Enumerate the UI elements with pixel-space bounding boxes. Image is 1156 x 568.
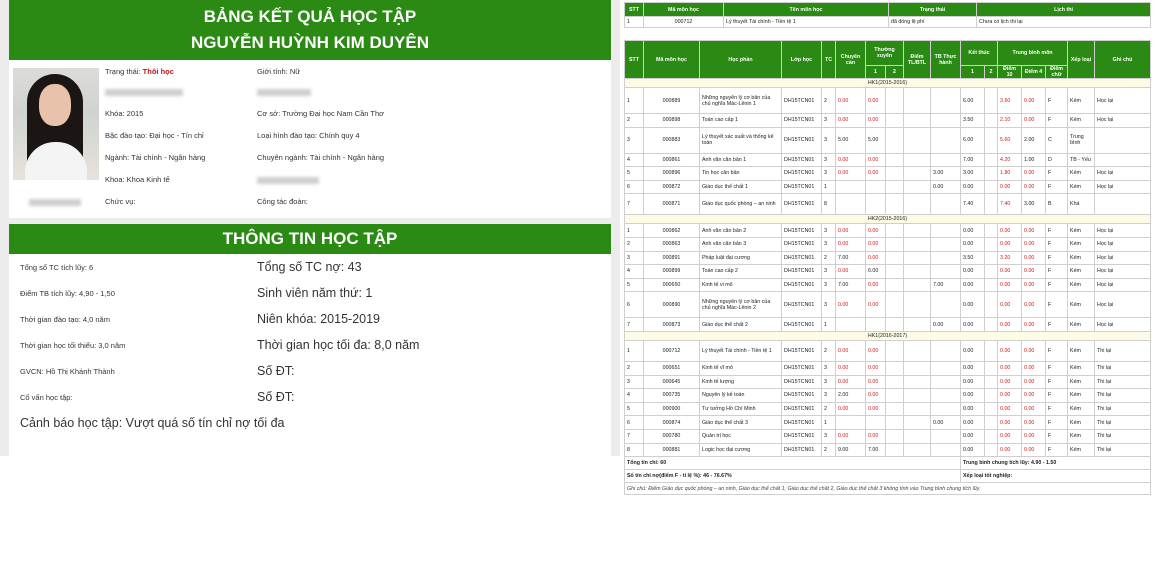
table-row: 2 000898 Toán cao cấp 1 DH15TCN01 3 0.00 0.00 3.50 2.10 0.00 F Kém Học lại xyxy=(625,114,1151,128)
table-row: 4 000861 Anh văn căn bản 1 DH15TCN01 3 0.00 0.00 7.00 4.20 1.00 D TB - Yếu xyxy=(625,153,1151,167)
academic-warning: Cảnh báo học tập: Vượt quá số tín chỉ nợ tối đa xyxy=(20,416,285,430)
faculty-field: Khoa: Khoa Kinh tế xyxy=(105,175,170,184)
col-header: Lịch thi xyxy=(977,3,1151,17)
semester-title: HK2(2015-2016) xyxy=(625,215,1151,224)
semester-header-row xyxy=(625,331,1151,340)
col-header: Lớp học xyxy=(782,41,822,79)
col-header: Kết thúc xyxy=(961,41,998,66)
col-header: Trung bình môn xyxy=(998,41,1068,66)
table-row: 6 000890 Những nguyên lý cơ bản của chủ nghĩa Mác-Lênin 2 DH15TCN01 3 0.00 0.00 0.00 0.00 0.00 F Kém Học lại xyxy=(625,292,1151,318)
profile-section xyxy=(9,60,611,218)
table-row: 4 000899 Toán cao cấp 2 DH15TCN01 3 0.00 6.00 0.00 0.00 0.00 F Kém Học lại xyxy=(625,265,1151,279)
table-row: 2 000863 Anh văn căn bản 3 DH15TCN01 3 0.00 0.00 0.00 0.00 0.00 F Kém Học lại xyxy=(625,237,1151,251)
table-row: 3 000891 Pháp luật đại cương DH15TCN01 2 7.00 0.00 3.50 3.20 0.00 F Kém Học lại xyxy=(625,251,1151,265)
status-field: Trạng thái: Thôi học xyxy=(105,67,174,76)
semester-header-row xyxy=(625,79,1151,88)
study-info-title: THÔNG TIN HỌC TẬP xyxy=(9,224,611,254)
redacted-field xyxy=(257,175,319,184)
table-row: 6 000872 Giáo dục thể chất 1 DH15TCN01 1 0.00 0.00 0.00 0.00 F Kém Học lại xyxy=(625,180,1151,194)
semester-title: HK1(2016-2017) xyxy=(625,331,1151,340)
col-header: Trạng thái xyxy=(889,3,977,17)
student-year: Sinh viên năm thứ: 1 xyxy=(257,286,373,300)
table-row: 3 000645 Kinh tế lượng DH15TCN01 3 0.00 0.00 0.00 0.00 0.00 F Kém Thi lại xyxy=(625,375,1151,389)
table-row: 6 000874 Giáo dục thể chất 3 DH15TCN01 1 0.00 0.00 0.00 0.00 F Kém Thi lại xyxy=(625,416,1151,430)
col-header: STT xyxy=(625,3,644,17)
col-header: Thường xuyên xyxy=(866,41,904,66)
table-row: 3 000883 Lý thuyết xác suất và thống kê toán DH15TCN01 3 5.00 5.00 6.00 5.60 2.00 C Trung bình xyxy=(625,127,1151,153)
table-note: Ghi chú: Điểm Giáo dục quốc phòng – an ninh, Giáo dục thể chất 1, Giáo dục thể chất 2, Giáo dục thể chất 3 không tính vào Trung bình chung tích lũy. xyxy=(625,483,1151,495)
col-header: Chuyên cần xyxy=(836,41,866,79)
col-header: Mã môn học xyxy=(644,3,724,17)
col-header: Ghi chú xyxy=(1095,41,1151,79)
specialization-field: Chuyên ngành: Tài chính - Ngân hàng xyxy=(257,153,385,162)
student-name: NGUYỄN HUỲNH KIM DUYÊN xyxy=(9,30,611,60)
table-footer-row xyxy=(625,470,1151,483)
phone-1: Số ĐT: xyxy=(257,364,295,378)
table-row: 1 000889 Những nguyên lý cơ bản của chủ nghĩa Mác-Lênin 1 DH15TCN01 2 0.00 0.00 6.00 3.60 0.00 F Kém Học lại xyxy=(625,88,1151,114)
owed-credits-summary: Số tín chỉ nợ(điểm F - tỉ lệ %): 46 - 76.67% xyxy=(625,470,961,483)
table-row: 7 000871 Giáo dục quốc phòng – an ninh DH15TCN01 8 7.40 7.40 3.00 B Khá xyxy=(625,194,1151,215)
grade-tables-panel xyxy=(624,0,1156,560)
table-row: 5 000650 Kinh tế vi mô DH15TCN01 3 7.00 0.00 7.00 0.00 0.00 0.00 F Kém Học lại xyxy=(625,278,1151,292)
table-row: 1 000712 Lý thuyết Tài chính - Tiền tệ 1 đã đóng lệ phí Chưa có lịch thi lại xyxy=(625,17,1151,28)
redacted-field xyxy=(105,87,183,96)
table-row: 2 000651 Kinh tế vĩ mô DH15TCN01 3 0.00 0.00 0.00 0.00 0.00 F Kém Thi lại xyxy=(625,361,1151,375)
semester-title: HK1(2015-2016) xyxy=(625,79,1151,88)
student-profile-card xyxy=(9,0,611,218)
table-row: 1 000862 Anh văn căn bản 2 DH15TCN01 3 0.00 0.00 0.00 0.00 0.00 F Kém Học lại xyxy=(625,224,1151,238)
table-row: 5 000900 Tư tưởng Hồ Chí Minh DH15TCN01 2 0.00 0.00 0.00 0.00 0.00 F Kém Thi lại xyxy=(625,402,1151,416)
page-title: BẢNG KẾT QUẢ HỌC TẬP xyxy=(9,0,611,30)
semester-header-row xyxy=(625,215,1151,224)
max-time: Thời gian học tối đa: 8,0 năm xyxy=(257,338,420,352)
union-field: Công tác đoàn: xyxy=(257,197,308,206)
retake-exam-table xyxy=(624,2,1151,28)
level-field: Bậc đào tạo: Đại học - Tín chỉ xyxy=(105,131,204,140)
table-row: 4 000735 Nguyên lý kế toán DH15TCN01 3 2.00 0.00 0.00 0.00 0.00 F Kém Thi lại xyxy=(625,389,1151,403)
graduation-rank: Xếp loại tốt nghiệp: xyxy=(961,470,1151,483)
study-info-card xyxy=(9,224,611,456)
student-result-panel xyxy=(0,0,620,456)
col-header: Học phần xyxy=(700,41,782,79)
status-badge: Thôi học xyxy=(142,67,174,76)
gender-field: Giới tính: Nữ xyxy=(257,67,301,76)
col-header: Điểm TL/BTL xyxy=(904,41,931,79)
gpa: Điểm TB tích lũy: 4,90 - 1,50 xyxy=(20,289,115,298)
table-note-row xyxy=(625,483,1151,495)
table-footer-row xyxy=(625,457,1151,470)
overall-average: Trung bình chung tích lũy: 4.90 - 1.50 xyxy=(961,457,1151,470)
min-time: Thời gian học tối thiểu: 3,0 năm xyxy=(20,341,126,350)
campus-field: Cơ sở: Trường Đại học Nam Cần Thơ xyxy=(257,109,385,118)
owed-credits: Tổng số TC nợ: 43 xyxy=(257,260,362,274)
col-header: TC xyxy=(822,41,836,79)
training-time: Thời gian đào tạo: 4,0 năm xyxy=(20,315,110,324)
table-row: 7 000780 Quản trị học DH15TCN01 3 0.00 0.00 0.00 0.00 0.00 F Kém Thi lại xyxy=(625,429,1151,443)
position-field: Chức vụ: xyxy=(105,197,136,206)
col-header: STT xyxy=(625,41,644,79)
table-row: 8 000881 Logic học đại cương DH15TCN01 2 9.00 7.00 0.00 0.00 0.00 F Kém Thi lại xyxy=(625,443,1151,457)
student-photo xyxy=(13,68,99,180)
training-type-field: Loại hình đào tạo: Chính quy 4 xyxy=(257,131,360,140)
total-credits: Tổng tín chỉ: 60 xyxy=(625,457,961,470)
table-row: 1 000712 Lý thuyết Tài chính - Tiền tệ 1 DH15TCN01 2 0.00 0.00 0.00 0.00 0.00 F Kém Thi lại xyxy=(625,340,1151,361)
table-row: 7 000873 Giáo dục thể chất 2 DH15TCN01 1 0.00 0.00 0.00 0.00 F Kém Học lại xyxy=(625,318,1151,332)
major-field: Ngành: Tài chính - Ngân hàng xyxy=(105,153,206,162)
phone-2: Số ĐT: xyxy=(257,390,295,404)
consultant: Cố vấn học tập: xyxy=(20,393,73,402)
grades-table: STT Mã môn học Học phần Lớp học TC Chuyên cần Thường xuyên Điểm TL/BTL TB Thực hành Kết thúc Trung bình môn Xếp loại Ghi chú 1 2 1 2 Điểm 10 Điểm 4 Điểm chữ HK1(2015-2016) 1 000889 Những nguyên lý cơ bản của chủ nghĩa Mác-Lênin 1 DH15TCN01 2 0.00 0.00 6.00 3.60 0.00 F Kém Học lại 2 000898 Toán cao cấp 1 DH15TCN01 3 0.00 0.00 3.50 2.10 0.00 F Kém Học lại 3 000883 Lý thuyết xác suất và thống kê toán DH15TCN01 3 5.00 5.00 6.00 5.60 2.00 C Trung bình 4 000861 Anh văn căn bản 1 DH15TCN01 3 0.00 0.00 7.00 4.20 1.00 D TB - Yếu 5 000896 Tin học căn bản DH15TCN01 3 0.00 0.00 3.00 3.00 1.80 0.00 F Kém Học lại 6 000872 Giáo dục thể chất 1 DH15TCN01 1 0.00 0.00 0.00 0.00 F Kém Học lại 7 000871 Giáo dục quốc phòng – an ninh DH15TCN01 8 7.40 7.40 3.00 B Khá HK2(2015-2016) 1 000862 Anh văn căn bản 2 DH15TCN01 3 0.00 0.00 0.00 0.00 0.00 F Kém Học lại 2 000863 Anh văn căn bản 3 DH15TCN01 3 0.00 0.00 0.00 0.00 0.00 F Kém Học lại 3 000891 Pháp luật đại cương DH15TCN01 2 7.00 0.00 3.50 3.20 0.00 F Kém Học lại 4 000899 Toán cao cấp 2 DH15TCN01 3 0.00 6.00 0.00 0.00 0.00 F Kém Học lại 5 000650 Kinh tế vi mô DH15TCN01 3 7.00 0.00 7.00 0.00 0.00 0.00 F Kém Học lại 6 000890 Những nguyên lý cơ bản của chủ nghĩa Mác-Lênin 2 DH15TCN01 3 0.00 0.00 0.00 0.00 0.00 F Kém Học lại 7 000873 Giáo dục thể chất 2 DH15TCN01 1 0.00 0.00 0.00 0.00 F Kém Học lại HK1(2016-2017) 1 000712 Lý thuyết Tài chính - Tiền tệ 1 DH15TCN01 2 0.00 0.00 0.00 0.00 0.00 F Kém Thi lại 2 000651 Kinh tế vĩ mô DH15TCN01 3 0.00 0.00 0.00 0.00 0.00 F Kém Thi lại 3 000645 Kinh tế lượng DH15TCN01 3 0.00 0.00 0.00 0.00 0.00 F Kém Thi lại 4 000735 Nguyên lý kế toán DH15TCN01 3 2.00 0.00 0.00 0.00 0.00 F Kém Thi lại 5 000900 Tư tưởng Hồ Chí Minh DH15TCN01 2 0.00 0.00 0.00 0.00 0.00 F Kém Thi lại 6 000874 Giáo dục thể chất 3 DH15TCN01 1 0.00 0.00 0.00 0.00 F Kém Thi lại 7 000780 Quản trị học DH15TCN01 3 0.00 0.00 0.00 0.00 0.00 F Kém Thi lại 8 000881 Logic học đại cương DH15TCN01 2 9.00 7.00 0.00 0.00 0.00 F Kém Thi lại Tổng tín chỉ: 60 Trung bình chung tích lũy: 4.90 - 1.50 Số tín chỉ nợ(điểm F - tỉ lệ %): 46 - 76.67% Xếp loại tốt nghiệp: Ghi chú: Điểm Giáo dục quốc phòng – an ninh, Giáo dục thể chất 1, Giáo dục thể chất 2, Giáo dục thể chất 3 không tính vào Trung bình chung tích lũy. xyxy=(624,40,1151,495)
accumulated-credits: Tổng số TC tích lũy: 6 xyxy=(20,263,94,272)
col-header: Xếp loại xyxy=(1068,41,1095,79)
advisor: GVCN: Hồ Thị Khánh Thành xyxy=(20,367,115,376)
table-row: 5 000896 Tin học căn bản DH15TCN01 3 0.00 0.00 3.00 3.00 1.80 0.00 F Kém Học lại xyxy=(625,167,1151,181)
redacted-field xyxy=(257,87,311,96)
redacted-field xyxy=(29,197,81,206)
course-years: Niên khóa: 2015-2019 xyxy=(257,312,381,326)
course-field: Khóa: 2015 xyxy=(105,109,144,118)
col-header: Tên môn học xyxy=(724,3,889,17)
col-header: TB Thực hành xyxy=(931,41,961,79)
col-header: Mã môn học xyxy=(644,41,700,79)
